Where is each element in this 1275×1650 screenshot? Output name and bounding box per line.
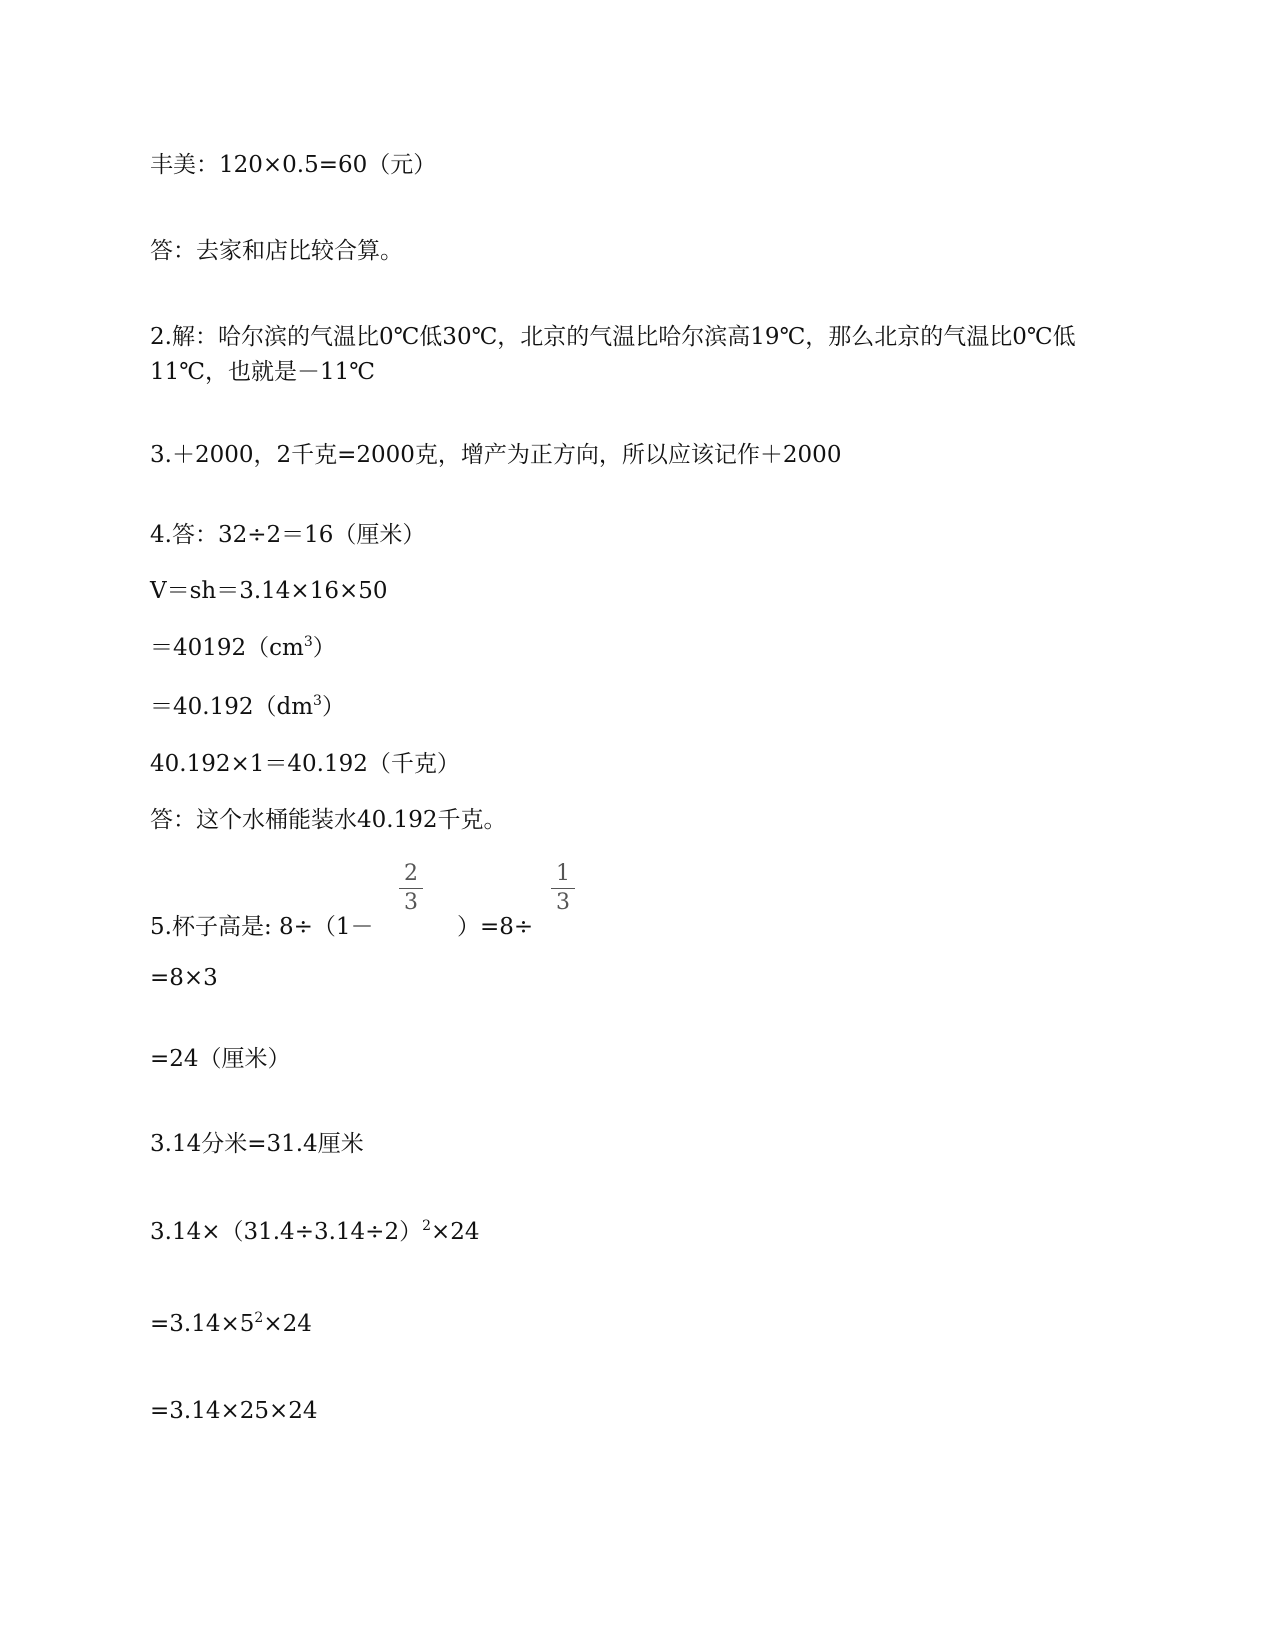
fraction-one-third	[551, 862, 575, 915]
fraction-numerator: 1	[556, 861, 570, 886]
fraction-two-thirds	[399, 862, 423, 915]
text-line-answer-4: 答：这个水桶能装水40.192千克。	[150, 807, 507, 833]
text-line-cup-height: =24（厘米）	[150, 1046, 291, 1072]
superscript: 2	[254, 1310, 264, 1326]
text-line-volume-cm3	[150, 633, 336, 663]
text-segment: ）	[321, 694, 345, 720]
superscript: 2	[422, 1218, 432, 1234]
text-segment: ＝40.192（dm	[150, 694, 314, 720]
text-line-volume-formula: V＝sh＝3.14×16×50	[150, 578, 388, 604]
text-line-fengmei-cost: 丰美：120×0.5=60（元）	[150, 152, 437, 178]
text-line-q4-answer: 4.答：32÷2＝16（厘米）	[150, 522, 426, 548]
fraction-bar	[551, 888, 575, 889]
text-segment: ）	[312, 635, 336, 661]
text-line-unit-conversion: 3.14分米=31.4厘米	[150, 1131, 364, 1157]
text-line-step-8x3: =8×3	[150, 965, 218, 991]
text-line-weight: 40.192×1＝40.192（千克）	[150, 751, 460, 777]
text-line-q5-part2: ）=8÷	[457, 914, 534, 940]
text-line-q2-part1: 2.解：哈尔滨的气温比0℃低30℃，北京的气温比哈尔滨高19℃，那么北京的气温比0℃低	[150, 324, 1076, 350]
text-line-radius-squared	[150, 1309, 312, 1339]
text-segment: ＝40192（cm	[150, 635, 304, 661]
fraction-denominator: 3	[556, 890, 570, 915]
fraction-denominator: 3	[404, 890, 418, 915]
superscript: 3	[313, 693, 322, 709]
text-line-q2-part2: 11℃，也就是－11℃	[150, 359, 375, 385]
text-line-answer-1: 答：去家和店比较合算。	[150, 238, 403, 264]
text-segment: 3.14×（31.4÷3.14÷2）	[150, 1219, 423, 1245]
fraction-bar	[399, 888, 423, 889]
text-line-q5-part1: 5.杯子高是: 8÷（1－	[150, 914, 374, 940]
text-line-volume-dm3	[150, 692, 345, 722]
text-segment: =3.14×5	[150, 1311, 255, 1337]
text-line-q3: 3.＋2000，2千克=2000克，增产为正方向，所以应该记作＋2000	[150, 442, 842, 468]
fraction-numerator: 2	[404, 861, 418, 886]
superscript: 3	[303, 634, 313, 650]
text-segment: ×24	[263, 1311, 312, 1337]
text-segment: ×24	[431, 1219, 480, 1245]
text-line-cylinder-volume	[150, 1217, 480, 1247]
text-line-final-step: =3.14×25×24	[150, 1398, 318, 1424]
